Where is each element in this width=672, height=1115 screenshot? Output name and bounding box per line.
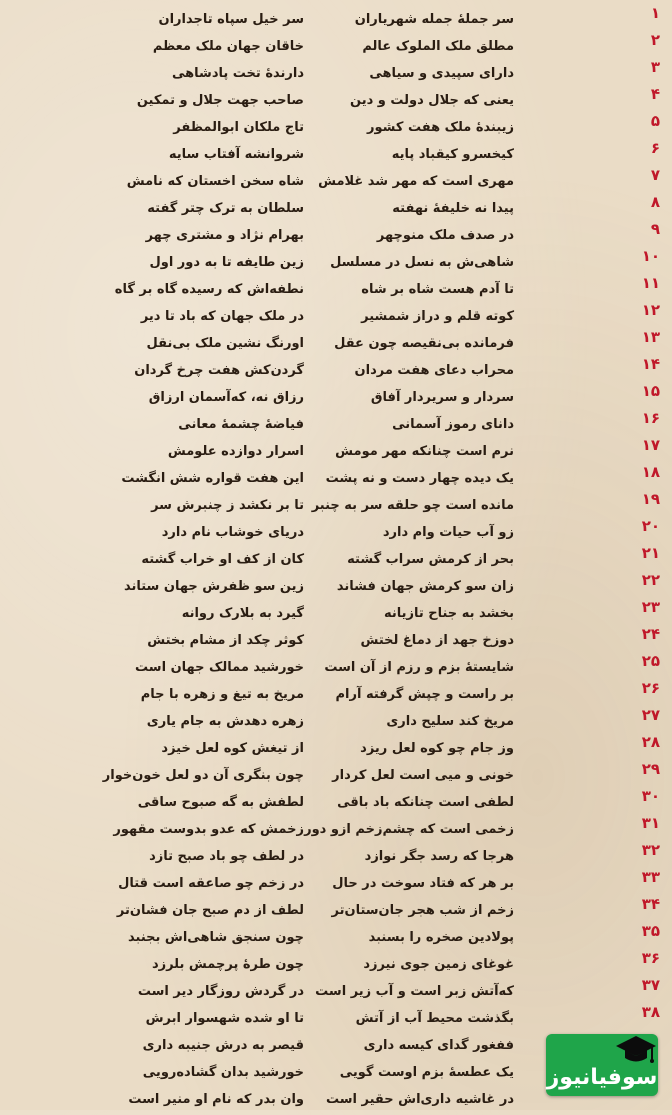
verse-row — [0, 490, 672, 521]
first-hemistich: تا او شده شهسوار ابرش — [145, 1011, 304, 1026]
second-hemistich: زیبندهٔ ملک هفت کشور — [367, 120, 514, 135]
verse-row — [0, 517, 672, 548]
verse-row — [0, 274, 672, 305]
second-hemistich: یک دیده چهار دست و نه پشت — [325, 471, 514, 486]
verse-number: ۶ — [650, 139, 660, 157]
verse-row — [0, 922, 672, 953]
second-hemistich: زان سو کرمش جهان فشاند — [336, 579, 514, 594]
first-hemistich: زخمش که عدو بدوست مقهور — [113, 822, 304, 837]
verse-row — [0, 58, 672, 89]
verse-number: ۱۹ — [641, 490, 660, 508]
first-hemistich: کوثر چکد از مشام بختش — [147, 633, 304, 648]
first-hemistich: دریای خوشاب نام دارد — [161, 525, 304, 540]
second-hemistich: در صدف ملک منوچهر — [376, 228, 514, 243]
second-hemistich: تا آدم هست شاه بر شاه — [361, 282, 514, 297]
verse-row — [0, 895, 672, 926]
verse-row — [0, 31, 672, 62]
verse-row — [0, 652, 672, 683]
second-hemistich: دارای سپیدی و سیاهی — [369, 66, 514, 81]
second-hemistich: مهری است که مهر شد غلامش — [318, 174, 514, 189]
verse-number: ۳۰ — [641, 787, 660, 805]
verse-number: ۱۳ — [641, 328, 660, 346]
second-hemistich: کیخسرو کیقباد پایه — [391, 147, 514, 162]
second-hemistich: زو آب حیات وام دارد — [382, 525, 514, 540]
verse-row — [0, 85, 672, 116]
first-hemistich: زین طایفه تا به دور اول — [149, 255, 304, 270]
verse-row — [0, 166, 672, 197]
second-hemistich: هرجا که رسد جگر نوازد — [364, 849, 514, 864]
verse-row — [0, 679, 672, 710]
verse-row — [0, 139, 672, 170]
verse-row — [0, 220, 672, 251]
verse-row — [0, 193, 672, 224]
logo-text: سوفیانیوز — [546, 1065, 658, 1090]
verse-number: ۱۶ — [641, 409, 660, 427]
second-hemistich: ففغور گدای کیسه داری — [363, 1038, 514, 1053]
graduation-cap-icon — [616, 1034, 656, 1068]
first-hemistich: این هفت قواره شش انگشت — [121, 471, 304, 486]
second-hemistich: مطلق ملک الملوک عالم — [362, 39, 514, 54]
first-hemistich: مریخ به تیغ و زهره با جام — [140, 687, 304, 702]
first-hemistich: گیرد به بلارک روانه — [181, 606, 304, 621]
verse-number: ۲۶ — [641, 679, 660, 697]
first-hemistich: چون طرهٔ پرچمش بلرزد — [151, 957, 304, 972]
second-hemistich: که‌آتش زبر است و آب زیر است — [315, 984, 514, 999]
verse-number: ۱ — [650, 4, 660, 22]
verse-number: ۲۲ — [641, 571, 660, 589]
verse-number: ۲۸ — [641, 733, 660, 751]
verse-number: ۲۳ — [641, 598, 660, 616]
second-hemistich: پیدا نه خلیفهٔ نهفته — [392, 201, 514, 216]
verse-number: ۸ — [650, 193, 660, 211]
verse-number: ۲۹ — [641, 760, 660, 778]
second-hemistich: لطفی است چنانکه باد باقی — [337, 795, 514, 810]
second-hemistich: یعنی که جلال دولت و دین — [350, 93, 514, 108]
second-hemistich: یک عطسهٔ بزم اوست گویی — [339, 1065, 514, 1080]
first-hemistich: فیاضهٔ چشمهٔ معانی — [178, 417, 304, 432]
verse-number: ۴ — [650, 85, 660, 103]
first-hemistich: صاحب جهت جلال و تمکین — [136, 93, 304, 108]
verse-row — [0, 733, 672, 764]
verse-row — [0, 868, 672, 899]
first-hemistich: چون سنجق شاهی‌اش بجنبد — [128, 930, 304, 945]
first-hemistich: خورشید بدان گشاده‌رویی — [142, 1065, 304, 1080]
second-hemistich: غوغای زمین جوی نیرزد — [363, 957, 514, 972]
first-hemistich: از تیغش کوه لعل خیزد — [161, 741, 304, 756]
verse-row — [0, 625, 672, 656]
second-hemistich: مریخ کند سلیح داری — [386, 714, 514, 729]
verse-row — [0, 787, 672, 818]
second-hemistich: بحر از کرمش سراب گشته — [347, 552, 514, 567]
verse-row — [0, 544, 672, 575]
first-hemistich: زین سو ظفرش جهان ستاند — [123, 579, 304, 594]
second-hemistich: سر جملهٔ جمله شهریاران — [354, 12, 514, 27]
first-hemistich: دارندهٔ تخت پادشاهی — [171, 66, 304, 81]
verse-number: ۱۸ — [641, 463, 660, 481]
verse-number: ۲۴ — [641, 625, 660, 643]
verse-row — [0, 841, 672, 872]
first-hemistich: سر خیل سپاه تاجداران — [158, 12, 304, 27]
first-hemistich: لطفش به گه صبوح ساقی — [137, 795, 304, 810]
first-hemistich: بهرام نژاد و مشتری چهر — [145, 228, 304, 243]
verse-row — [0, 571, 672, 602]
verse-row — [0, 4, 672, 35]
second-hemistich: سردار و سریردار آفاق — [370, 390, 514, 405]
second-hemistich: زخمی است که چشم‌زخم ازو دور — [304, 822, 514, 837]
verse-number: ۲ — [650, 31, 660, 49]
verse-row — [0, 598, 672, 629]
first-hemistich: اسرار دوازده علومش — [167, 444, 304, 459]
verse-number: ۲۱ — [641, 544, 660, 562]
verse-number: ۱۰ — [641, 247, 660, 265]
verse-row — [0, 1003, 672, 1034]
verse-number: ۱۲ — [641, 301, 660, 319]
verse-number: ۱۱ — [641, 274, 660, 292]
second-hemistich: پولادین صخره را بسنبد — [368, 930, 514, 945]
second-hemistich: کوته قلم و دراز شمشیر — [361, 309, 514, 324]
verse-row — [0, 706, 672, 737]
verse-number: ۹ — [650, 220, 660, 238]
verse-row — [0, 760, 672, 791]
verse-row — [0, 112, 672, 143]
second-hemistich: شاهی‌ش به نسل در مسلسل — [330, 255, 514, 270]
second-hemistich: بگذشت محیط آب از آتش — [355, 1011, 514, 1026]
first-hemistich: در لطف چو باد صبح تازد — [149, 849, 304, 864]
first-hemistich: گردن‌کش هفت چرخ گردان — [134, 363, 304, 378]
first-hemistich: تاج ملکان ابوالمظفر — [173, 120, 304, 135]
second-hemistich: شایستهٔ بزم و رزم از آن است — [324, 660, 514, 675]
verse-row — [0, 409, 672, 440]
verse-row — [0, 301, 672, 332]
verse-row — [0, 949, 672, 980]
verse-number: ۳۳ — [641, 868, 660, 886]
first-hemistich: در زخم چو صاعقه است قتال — [118, 876, 304, 891]
sofia-news-logo — [546, 1034, 658, 1096]
verse-row — [0, 436, 672, 467]
first-hemistich: اورنگ نشین ملک بی‌نقل — [146, 336, 304, 351]
verse-number: ۳۷ — [641, 976, 660, 994]
first-hemistich: خورشید ممالک جهان است — [135, 660, 304, 675]
first-hemistich: سلطان به ترک چتر گفته — [147, 201, 304, 216]
first-hemistich: وان بدر که نام او منیر است — [128, 1092, 304, 1107]
verse-number: ۳۴ — [641, 895, 660, 913]
second-hemistich: وز جام چو کوه لعل ریزد — [360, 741, 514, 756]
verse-row — [0, 247, 672, 278]
second-hemistich: بر راست و چپش گرفته آرام — [335, 687, 514, 702]
verse-number: ۳۵ — [641, 922, 660, 940]
first-hemistich: نطفه‌اش که رسیده گاه بر گاه — [114, 282, 304, 297]
first-hemistich: لطف از دم صبح جان فشان‌تر — [116, 903, 304, 918]
first-hemistich: شاه سخن اخستان که نامش — [126, 174, 304, 189]
verse-number: ۵ — [650, 112, 660, 130]
second-hemistich: دوزخ جهد از دماغ لختش — [360, 633, 514, 648]
second-hemistich: مانده است چو حلقه سر به چنبر — [311, 498, 514, 513]
verse-number: ۳ — [650, 58, 660, 76]
first-hemistich: چون بنگری آن دو لعل خون‌خوار — [102, 768, 304, 783]
second-hemistich: خونی و میی است لعل کردار — [332, 768, 514, 783]
verse-number: ۲۷ — [641, 706, 660, 724]
second-hemistich: فرمانده بی‌نقیصه چون عقل — [334, 336, 514, 351]
verse-row — [0, 976, 672, 1007]
first-hemistich: قیصر به درش جنیبه داری — [142, 1038, 304, 1053]
first-hemistich: تا بر نکشد ز چنبرش سر — [151, 498, 304, 513]
verse-number: ۱۴ — [641, 355, 660, 373]
verse-number: ۱۷ — [641, 436, 660, 454]
verse-row — [0, 814, 672, 845]
second-hemistich: نرم است چنانکه مهر مومش — [335, 444, 514, 459]
verse-number: ۳۶ — [641, 949, 660, 967]
second-hemistich: در غاشیه داری‌اش حقیر است — [325, 1092, 514, 1107]
verse-number: ۷ — [650, 166, 660, 184]
first-hemistich: خاقان جهان ملک معظم — [152, 39, 304, 54]
verse-number: ۲۰ — [641, 517, 660, 535]
second-hemistich: زخم از شب هجر جان‌ستان‌تر — [331, 903, 514, 918]
verse-row — [0, 355, 672, 386]
first-hemistich: زهره دهدش به جام یاری — [146, 714, 304, 729]
first-hemistich: رزاق نه، که‌آسمان ارزاق — [148, 390, 304, 405]
verse-number: ۲۵ — [641, 652, 660, 670]
verse-number: ۳۲ — [641, 841, 660, 859]
verse-row — [0, 382, 672, 413]
verse-number: ۳۸ — [641, 1003, 660, 1021]
first-hemistich: در ملک جهان که باد تا دیر — [140, 309, 304, 324]
verse-row — [0, 328, 672, 359]
verse-row — [0, 463, 672, 494]
verse-number: ۱۵ — [641, 382, 660, 400]
second-hemistich: محراب دعای هفت مردان — [354, 363, 514, 378]
verse-number: ۳۱ — [641, 814, 660, 832]
first-hemistich: کان از کف او خراب گشته — [141, 552, 304, 567]
second-hemistich: دانای رموز آسمانی — [392, 417, 514, 432]
first-hemistich: در گردش روزگار دیر است — [137, 984, 304, 999]
second-hemistich: بر هر که فتاد سوخت در حال — [332, 876, 514, 891]
first-hemistich: شروانشه آفتاب سایه — [168, 147, 304, 162]
second-hemistich: بخشد به جناح تازیانه — [383, 606, 514, 621]
